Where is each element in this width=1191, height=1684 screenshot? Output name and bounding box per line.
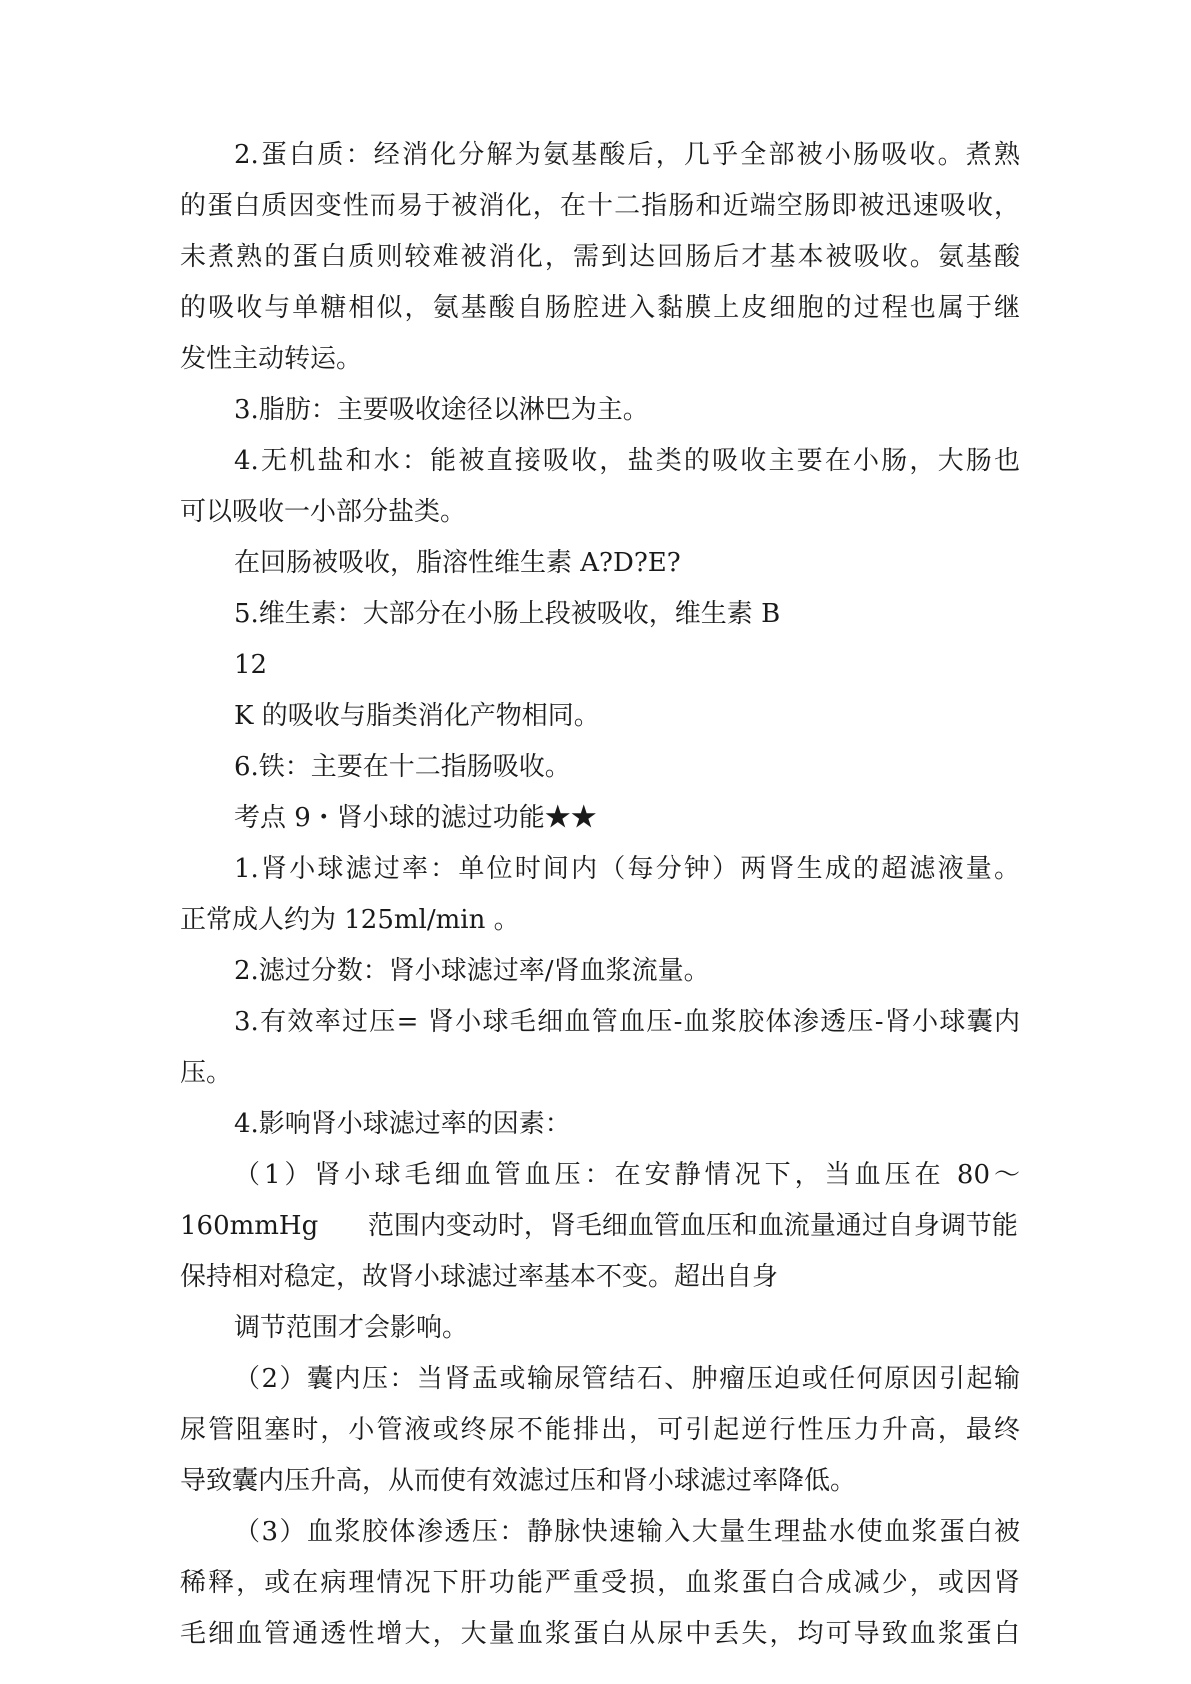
text-line: 未煮熟的蛋白质则较难被消化，需到达回肠后才基本被吸收。氨基酸 — [180, 242, 1020, 272]
text-line: 毛细血管通透性增大，大量血浆蛋白从尿中丢失，均可导致血浆蛋白 — [180, 1619, 1020, 1649]
text-line: 6.铁：主要在十二指肠吸收。 — [234, 752, 571, 782]
text-line: 4.无机盐和水：能被直接吸收，盐类的吸收主要在小肠，大肠也 — [234, 446, 1020, 476]
text-line: 稀释，或在病理情况下肝功能严重受损，血浆蛋白合成减少，或因肾 — [180, 1568, 1020, 1598]
text-line: （1）肾小球毛细血管血压：在安静情况下，当血压在 80～ — [234, 1160, 1020, 1190]
text-line: 12 — [234, 650, 268, 680]
text-line: K 的吸收与脂类消化产物相同。 — [234, 701, 600, 731]
text-line: 发性主动转运。 — [180, 344, 363, 374]
text-line: （3）血浆胶体渗透压：静脉快速输入大量生理盐水使血浆蛋白被 — [234, 1517, 1020, 1547]
section-heading: 考点 9・肾小球的滤过功能★★ — [234, 803, 597, 833]
text-line: 的蛋白质因变性而易于被消化，在十二指肠和近端空肠即被迅速吸收， — [180, 191, 1020, 221]
text-line: 2.蛋白质：经消化分解为氨基酸后，几乎全部被小肠吸收。煮熟 — [234, 140, 1020, 170]
text-line: 在回肠被吸收，脂溶性维生素 A?D?E? — [234, 548, 681, 578]
text-line: 的吸收与单糖相似，氨基酸自肠腔进入黏膜上皮细胞的过程也属于继 — [180, 293, 1020, 323]
text-line: 160mmHg 范围内变动时，肾毛细血管血压和血流量通过自身调节能 — [180, 1211, 1018, 1241]
text-line: 4.影响肾小球滤过率的因素： — [234, 1109, 571, 1139]
text-line: 正常成人约为 125ml/min 。 — [180, 905, 520, 935]
text-line: 可以吸收一小部分盐类。 — [180, 497, 467, 527]
text-line: 3.脂肪：主要吸收途径以淋巴为主。 — [234, 395, 649, 425]
text-line: 1.肾小球滤过率：单位时间内（每分钟）两肾生成的超滤液量。 — [234, 854, 1020, 884]
text-line: 压。 — [180, 1058, 233, 1088]
text-line: 3.有效率过压= 肾小球毛细血管血压-血浆胶体渗透压-肾小球囊内 — [234, 1007, 1020, 1037]
text-line: 调节范围才会影响。 — [234, 1313, 469, 1343]
text-line: 尿管阻塞时，小管液或终尿不能排出，可引起逆行性压力升高，最终 — [180, 1415, 1020, 1445]
text-line: 导致囊内压升高，从而使有效滤过压和肾小球滤过率降低。 — [180, 1466, 857, 1496]
text-line: （2）囊内压：当肾盂或输尿管结石、肿瘤压迫或任何原因引起输 — [234, 1364, 1020, 1394]
text-line: 保持相对稳定，故肾小球滤过率基本不变。超出自身 — [180, 1262, 779, 1292]
text-line: 5.维生素：大部分在小肠上段被吸收，维生素 B — [234, 599, 781, 629]
text-line: 2.滤过分数：肾小球滤过率/肾血浆流量。 — [234, 956, 710, 986]
